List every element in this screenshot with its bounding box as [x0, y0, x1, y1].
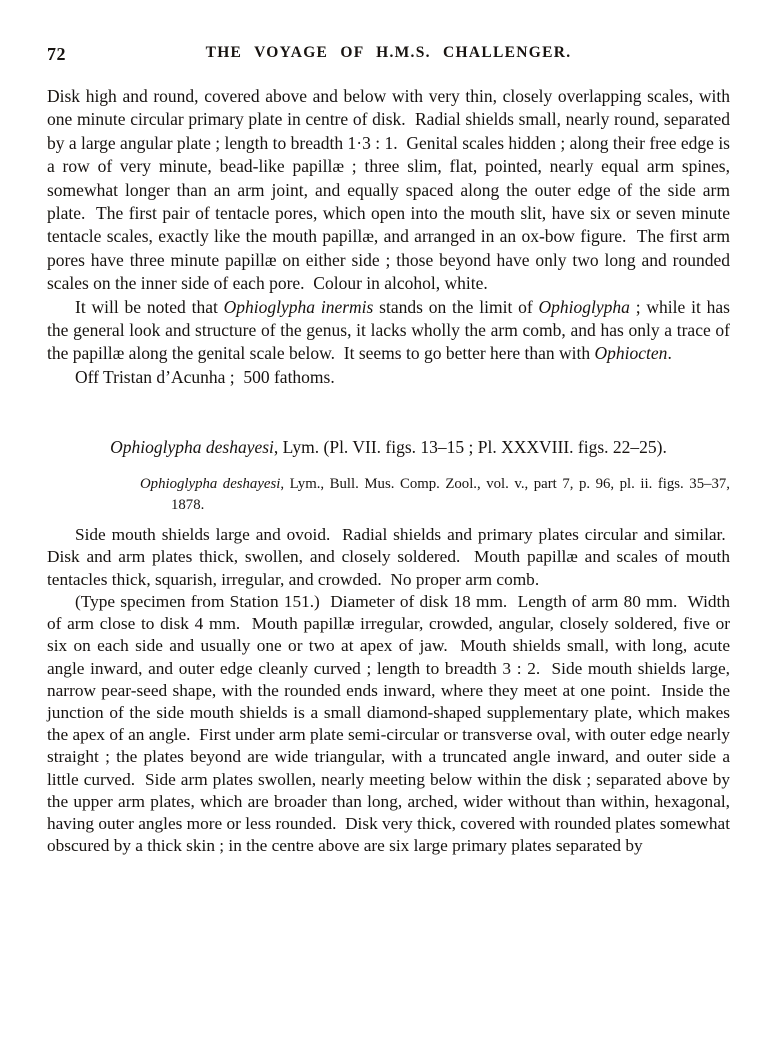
- paragraph-inermis-description: Disk high and round, covered above and below with very thin, closely overlapping scales, with one minute circular primary plate in centre of disk. Radial shields small, nearly round, separated by a large angular plate ; length to breadth 1·3 : 1. Genital scales hidden ; along their free edge is a row of very minute, bead-like papillæ ; three slim, flat, pointed, nearly equal arm spines, somewhat longer than an arm joint, and equally spaced along the outer edge of the side arm plate. The first pair of tentacle pores, which open into the mouth slit, have six or seven minute tentacle scales, exactly like the mouth papillæ, and arranged in an ox-bow figure. The first arm pores have three minute papillæ on either side ; those beyond have only two long and rounded scales on the inner side of each pore. Colour in alcohol, white.: [47, 86, 730, 294]
- running-header: THE VOYAGE OF H.M.S. CHALLENGER.: [205, 44, 572, 61]
- species-heading: Ophioglypha deshayesi, Lym. (Pl. VII. figs. 13–15 ; Pl. XXXVIII. figs. 22–25).: [110, 437, 667, 458]
- species-citation: Ophioglypha deshayesi, Lym., Bull. Mus. Comp. Zool., vol. v., part 7, p. 96, pl. ii. figs. 35–37, 1878.: [140, 476, 730, 513]
- page-header: [47, 44, 730, 66]
- paragraph-deshayesi-diagnosis: Side mouth shields large and ovoid. Radial shields and primary plates circular and similar. Disk and arm plates thick, swollen, and closely soldered. Mouth papillæ and scales of mouth tentacles thick, squarish, irregular, and crowded. No proper arm comb.: [47, 525, 730, 589]
- paragraph-deshayesi-description: (Type specimen from Station 151.) Diameter of disk 18 mm. Length of arm 80 mm. Width of arm close to disk 4 mm. Mouth papillæ irregular, crowded, angular, closely soldered, five or six on each side and usually one or two at apex of jaw. Mouth shields small, with long, acute angle inward, and outer edge cleanly curved ; length to breadth 3 : 2. Side mouth shields large, narrow pear-seed shape, with the rounded ends inward, where they meet at one point. Inside the junction of the side mouth shields is a small diamond-shaped supplementary plate, which makes the apex of an angle. First under arm plate semi-circular or transverse oval, with outer edge nearly straight ; the plates beyond are wide triangular, with a truncated angle inward, and outer side a little curved. Side arm plates swollen, nearly meeting below within the disk ; separated above by the upper arm plates, which are broader than long, arched, wider without than within, hexagonal, having outer angles more or less rounded. Disk very thick, covered with rounded plates somewhat obscured by a thick skin ; in the centre above are six large primary plates separated by: [47, 591, 730, 856]
- page-body: [47, 85, 730, 857]
- paragraph-inermis-remarks: It will be noted that Ophioglypha inermis stands on the limit of Ophioglypha ; while it has the general look and structure of the genus, it lacks wholly the arm comb, and has only a trace of the papillæ along the genital scale below. It seems to go better here than with Ophiocten.: [47, 296, 730, 364]
- page-number: 72: [47, 44, 66, 64]
- paragraph-locality: Off Tristan d’Acunha ; 500 fathoms.: [75, 366, 335, 387]
